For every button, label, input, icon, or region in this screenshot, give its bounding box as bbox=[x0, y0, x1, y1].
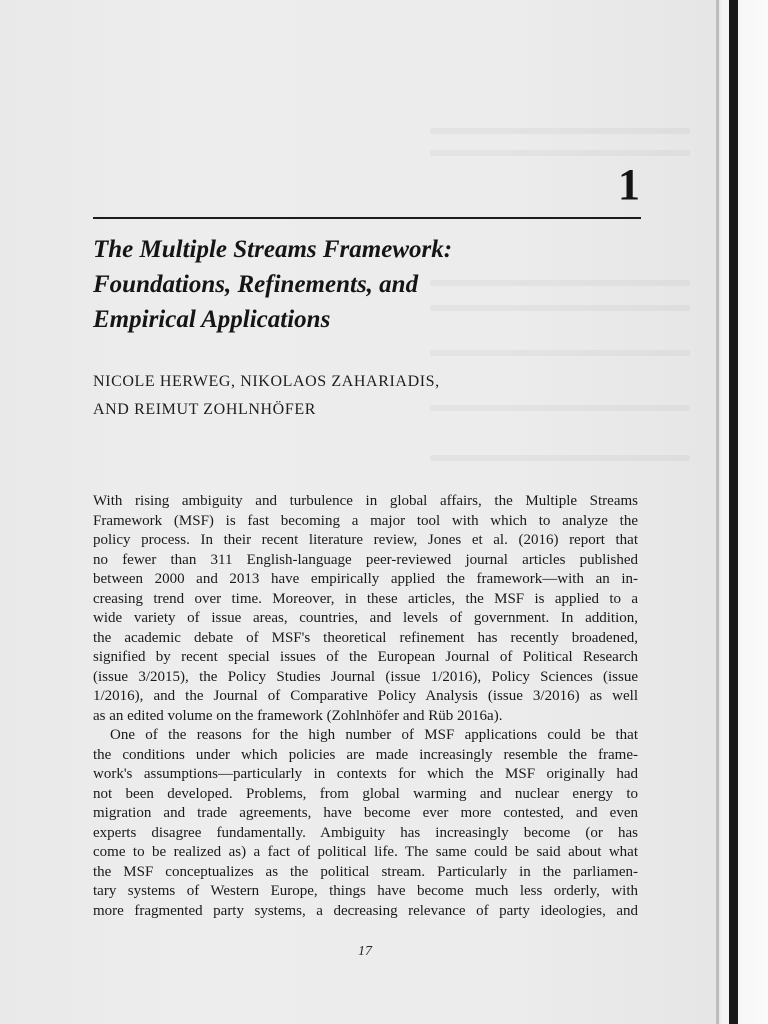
body-line: experts disagree fundamentally. Ambiguity has increasingly become (or has bbox=[93, 824, 638, 841]
body-line: no fewer than 311 English-language peer-reviewed journal articles published bbox=[93, 551, 638, 568]
page-edge-line bbox=[716, 0, 719, 1024]
body-line: wide variety of issue areas, countries, and levels of government. In addition, bbox=[93, 610, 638, 626]
body-line: come to be realized as) a fact of political life. The same could be said about what bbox=[93, 844, 638, 860]
show-through-mark bbox=[430, 455, 690, 461]
body-line: policy process. In their recent literature review, Jones et al. (2016) report that bbox=[93, 532, 638, 548]
show-through-mark bbox=[430, 150, 690, 156]
body-text bbox=[93, 492, 638, 921]
body-line: One of the reasons for the high number of MSF applications could be that bbox=[110, 727, 638, 743]
body-line: creasing trend over time. Moreover, in these articles, the MSF is applied to a bbox=[93, 590, 638, 607]
body-line: more fragmented party systems, a decreasing relevance of party ideologies, and bbox=[93, 902, 638, 919]
body-line: signified by recent special issues of the European Journal of Political Research bbox=[93, 649, 638, 665]
body-line: Framework (MSF) is fast becoming a major tool with which to analyze the bbox=[93, 512, 638, 529]
body-line: migration and trade agreements, have become ever more contested, and even bbox=[93, 805, 638, 821]
body-line: the academic debate of MSF's theoretical refinement has recently broadened, bbox=[93, 629, 638, 646]
book-edge bbox=[729, 0, 738, 1024]
show-through-mark bbox=[430, 128, 690, 134]
body-line: the conditions under which policies are made increasingly resemble the frame- bbox=[93, 746, 638, 763]
chapter-number: 1 bbox=[618, 160, 640, 209]
author-list bbox=[93, 368, 653, 424]
author-line: AND REIMUT ZOHLNHÖFER bbox=[93, 401, 316, 418]
body-line: as an edited volume on the framework (Zohlnhöfer and Rüb 2016a). bbox=[93, 707, 503, 724]
chapter-title-line: The Multiple Streams Framework: bbox=[93, 236, 453, 263]
body-line: tary systems of Western Europe, things have become much less orderly, with bbox=[93, 883, 638, 899]
chapter-rule bbox=[93, 217, 641, 219]
body-line: 1/2016), and the Journal of Comparative Policy Analysis (issue 3/2016) as well bbox=[93, 688, 638, 704]
body-line: not been developed. Problems, from global warming and nuclear energy to bbox=[93, 785, 638, 802]
show-through-mark bbox=[430, 350, 690, 356]
page-gutter bbox=[716, 0, 768, 1024]
author-line: NICOLE HERWEG, NIKOLAOS ZAHARIADIS, bbox=[93, 373, 440, 390]
chapter-title-line: Empirical Applications bbox=[93, 306, 331, 333]
chapter-title bbox=[93, 232, 653, 337]
body-line: the MSF conceptualizes as the political stream. Particularly in the parliamen- bbox=[93, 863, 638, 880]
body-line: With rising ambiguity and turbulence in global affairs, the Multiple Streams bbox=[93, 493, 638, 509]
body-line: between 2000 and 2013 have empirically applied the framework—with an in- bbox=[93, 571, 638, 587]
body-line: (issue 3/2015), the Policy Studies Journal (issue 1/2016), Policy Sciences (issue bbox=[93, 668, 638, 685]
chapter-title-line: Foundations, Refinements, and bbox=[93, 271, 419, 298]
page-number: 17 bbox=[358, 944, 372, 959]
body-line: work's assumptions—particularly in contexts for which the MSF originally had bbox=[93, 766, 638, 782]
